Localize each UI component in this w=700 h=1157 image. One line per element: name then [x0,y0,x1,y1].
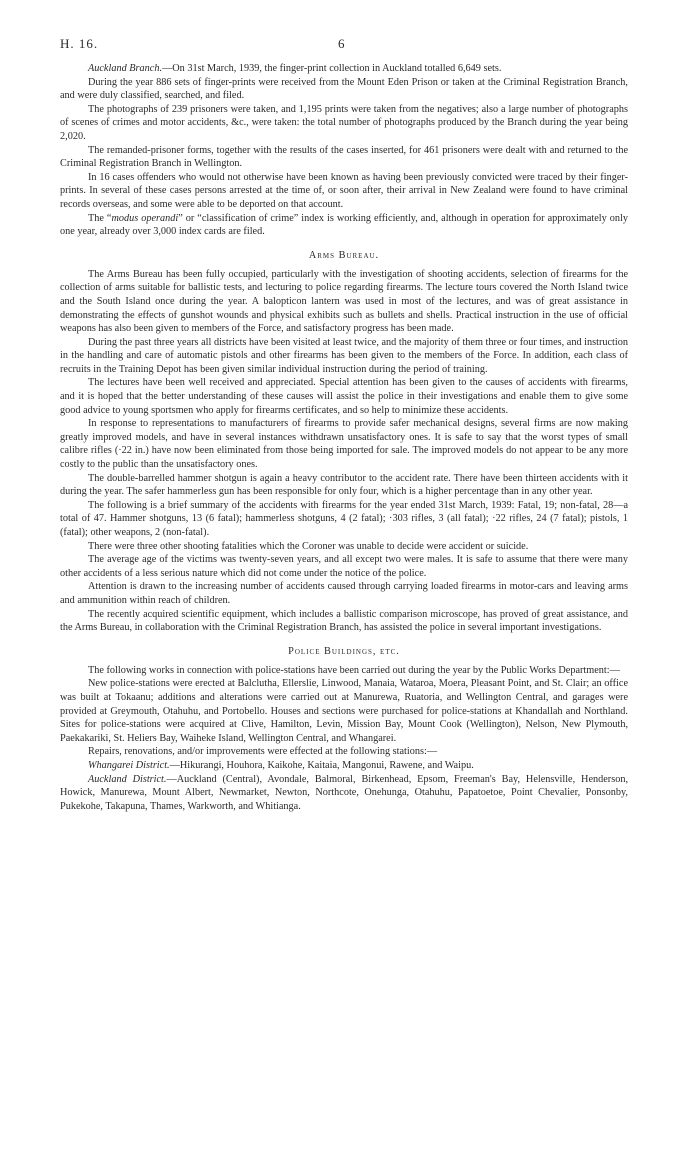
paragraph: The average age of the victims was twenty-seven years, and all except two were males. It is safe to assume that there were many other accidents of a less serious nature which did not come under the notice of the police. [60,554,628,579]
paragraph-lead: Auckland Branch. [88,63,163,74]
paragraph: Repairs, renovations, and/or improvements were effected at the following stations:— [88,746,438,758]
paragraph: New police-stations were erected at Balclutha, Ellerslie, Linwood, Manaia, Wataroa, Moera, Pleasant Point, and St. Clair; an office was built at Tokaanu; additions and alterations were carried out at Manurewa, Ruatoria, and Wellington Central, and garages were provided at Greymouth, Otahuhu, and Portobello. Houses and sections were purchased for police-stations at Khandallah and Northland. Sites for police-stations were acquired at Clive, Hamilton, Levin, Mission Bay, Mount Cook (Wellington), Nelson, New Plymouth, Paekakariki, St. Heliers Bay, Waiheke Island, Wellington Central, and Whangarei. [60,678,628,744]
paragraph: The following works in connection with police-stations have been carried out during the year by the Public Works Department:— [88,664,620,676]
paragraph: The recently acquired scientific equipment, which includes a ballistic comparison microscope, has proved of great assistance, and the Arms Bureau, in collaboration with the Criminal Registration Branch, has assisted the police in several important investigations. [60,608,628,634]
text-fragment: The “ [88,212,112,224]
document-page [60,36,628,813]
paragraph-auckland-district: Auckland District.—Auckland (Central), Avondale, Balmoral, Birkenhead, Epsom, Freeman's Bay, Helensville, Henderson, Howick, Manurewa, Mount Albert, Newmarket, Newton, Northcote, Onehunga, Otahuhu, Papatoetoe, Point Chevalier, Ponsonby, Pukekohe, Takapuna, Thames, Warkworth, and Whitianga. [60,773,629,812]
paragraph: During the year 886 sets of finger-prints were received from the Mount Eden Prison or taken at the Criminal Registration Branch, and were duly classified, searched, and filed. [60,76,628,102]
paragraph-lead: Auckland District. [88,773,167,785]
page-number: 6 [338,36,345,51]
section-heading-arms-bureau: Arms Bureau. [308,249,380,261]
paragraph: The following is a brief summary of the accidents with firearms for the year ended 31st March, 1939: Fatal, 19; non-fatal, 28—a total of 47. Hammer shotguns, 13 (6 fatal); hammerless shotguns, 4 (2 fatal); ·303 rifles, 3 (all fatal); ·22 rifles, 24 (7 fatal); pistols, 1 (fatal); other weapons, 2 (non-fatal). [60,499,628,538]
text-fragment: ” or “classification of crime” index is working efficiently, and, although in operation for approximately only one year, already over 3,000 index cards are filed. [60,212,628,238]
paragraph: The lectures have been well received and appreciated. Special attention has been given to the causes of accidents with firearms, and it is hoped that the better understanding of these causes will assist the police in their investigations and enable them to give some good advice to young sportsmen who apply for firearms certificates, and so help to minimize these accidents. [60,377,628,416]
section-heading-police-buildings: Police Buildings, etc. [288,645,400,657]
paragraph: The photographs of 239 prisoners were taken, and 1,195 prints were taken from the negatives; also a large number of photographs of scenes of crimes and motor accidents, &c., were taken: the total number of photographs produced by the Branch during the year being 2,020. [60,103,628,142]
paragraph: The Arms Bureau has been fully occupied, particularly with the investigation of shooting accidents, selection of firearms for the collection of arms suitable for ballistic tests, and lecturing to police regarding firearms. The lecture tours covered the North Island twice and the South Island once during the year. A balopticon lantern was used in most of the lectures, and was of great assistance in demonstrating the effects of gunshot wounds and physical exhibits such as bullets and shells. Practical instruction in the use of official weapons has also been given to members of the Force, and satisfactory progress has been made. [60,268,628,335]
paragraph-whangarei-district: Whangarei District.—Hikurangi, Houhora, Kaikohe, Kaitaia, Mangonui, Rawene, and Waipu. [88,759,474,771]
paragraph-text: Hikurangi, Houhora, Kaikohe, Kaitaia, Mangonui, Rawene, and Waipu. [179,759,474,771]
paragraph-modus-operandi [60,212,628,239]
paragraph: The remanded-prisoner forms, together with the results of the cases inserted, for 461 prisoners were dealt with and returned to the Criminal Registration Branch in Wellington. [60,144,628,170]
paragraph-text: Auckland (Central), Avondale, Balmoral, Birkenhead, Epsom, Freeman's Bay, Helensville, Henderson, Howick, Manurewa, Mount Albert, Newmarket, Newton, Northcote, Onehunga, Otahuhu, Papatoetoe, Point Chevalier, Ponsonby, Pukekohe, Takapuna, Thames, Warkworth, and Whitianga. [60,773,629,812]
paragraph: The double-barrelled hammer shotgun is again a heavy contributor to the accident rate. There have been thirteen accidents with it during the year. The safer hammerless gun has been responsible for only four, which is a higher percentage than in any other year. [60,472,628,498]
paragraph: During the past three years all districts have been visited at least twice, and the majority of them three or four times, and instruction in the handling and care of automatic pistols and other firearms has been given to the members of the Force. In addition, each class of recruits in the Training Depot has been given similar individual instruction during the period of training. [60,336,628,375]
italic-term: modus operandi [111,212,179,224]
paragraph-auckland-branch: Auckland Branch.—On 31st March, 1939, the finger-print collection in Auckland totalled 6,649 sets. [88,63,502,74]
paragraph: In 16 cases offenders who would not otherwise have been known as having been previously convicted were traced by their finger-prints. In several of these cases persons arrested at the time of, or soon after, their arrival in New Zealand were found to have criminal records overseas, and some were able to be deported on that account. [60,171,628,210]
paragraph: Attention is drawn to the increasing number of accidents caused through carrying loaded firearms in motor-cars and leaving arms and ammunition within reach of children. [60,581,628,606]
paragraph-text: On 31st March, 1939, the finger-print collection in Auckland totalled 6,649 sets. [172,63,502,74]
document-reference: H. 16. [60,36,99,51]
page-header [60,36,628,54]
paragraph: In response to representations to manufacturers of firearms to provide safer mechanical designs, several firms are now making greatly improved models, and have in several instances withdrawn unsatisfactory ones. It is safe to say that the worst types of small calibre rifles (·22 in.) have now been eliminated from those being imported for sale. The improved models do not appear to be any more costly to the public than the unsatisfactory ones. [60,418,628,471]
paragraph: There were three other shooting fatalities which the Coroner was unable to decide were accident or suicide. [88,540,529,552]
paragraph-lead: Whangarei District. [88,759,170,771]
